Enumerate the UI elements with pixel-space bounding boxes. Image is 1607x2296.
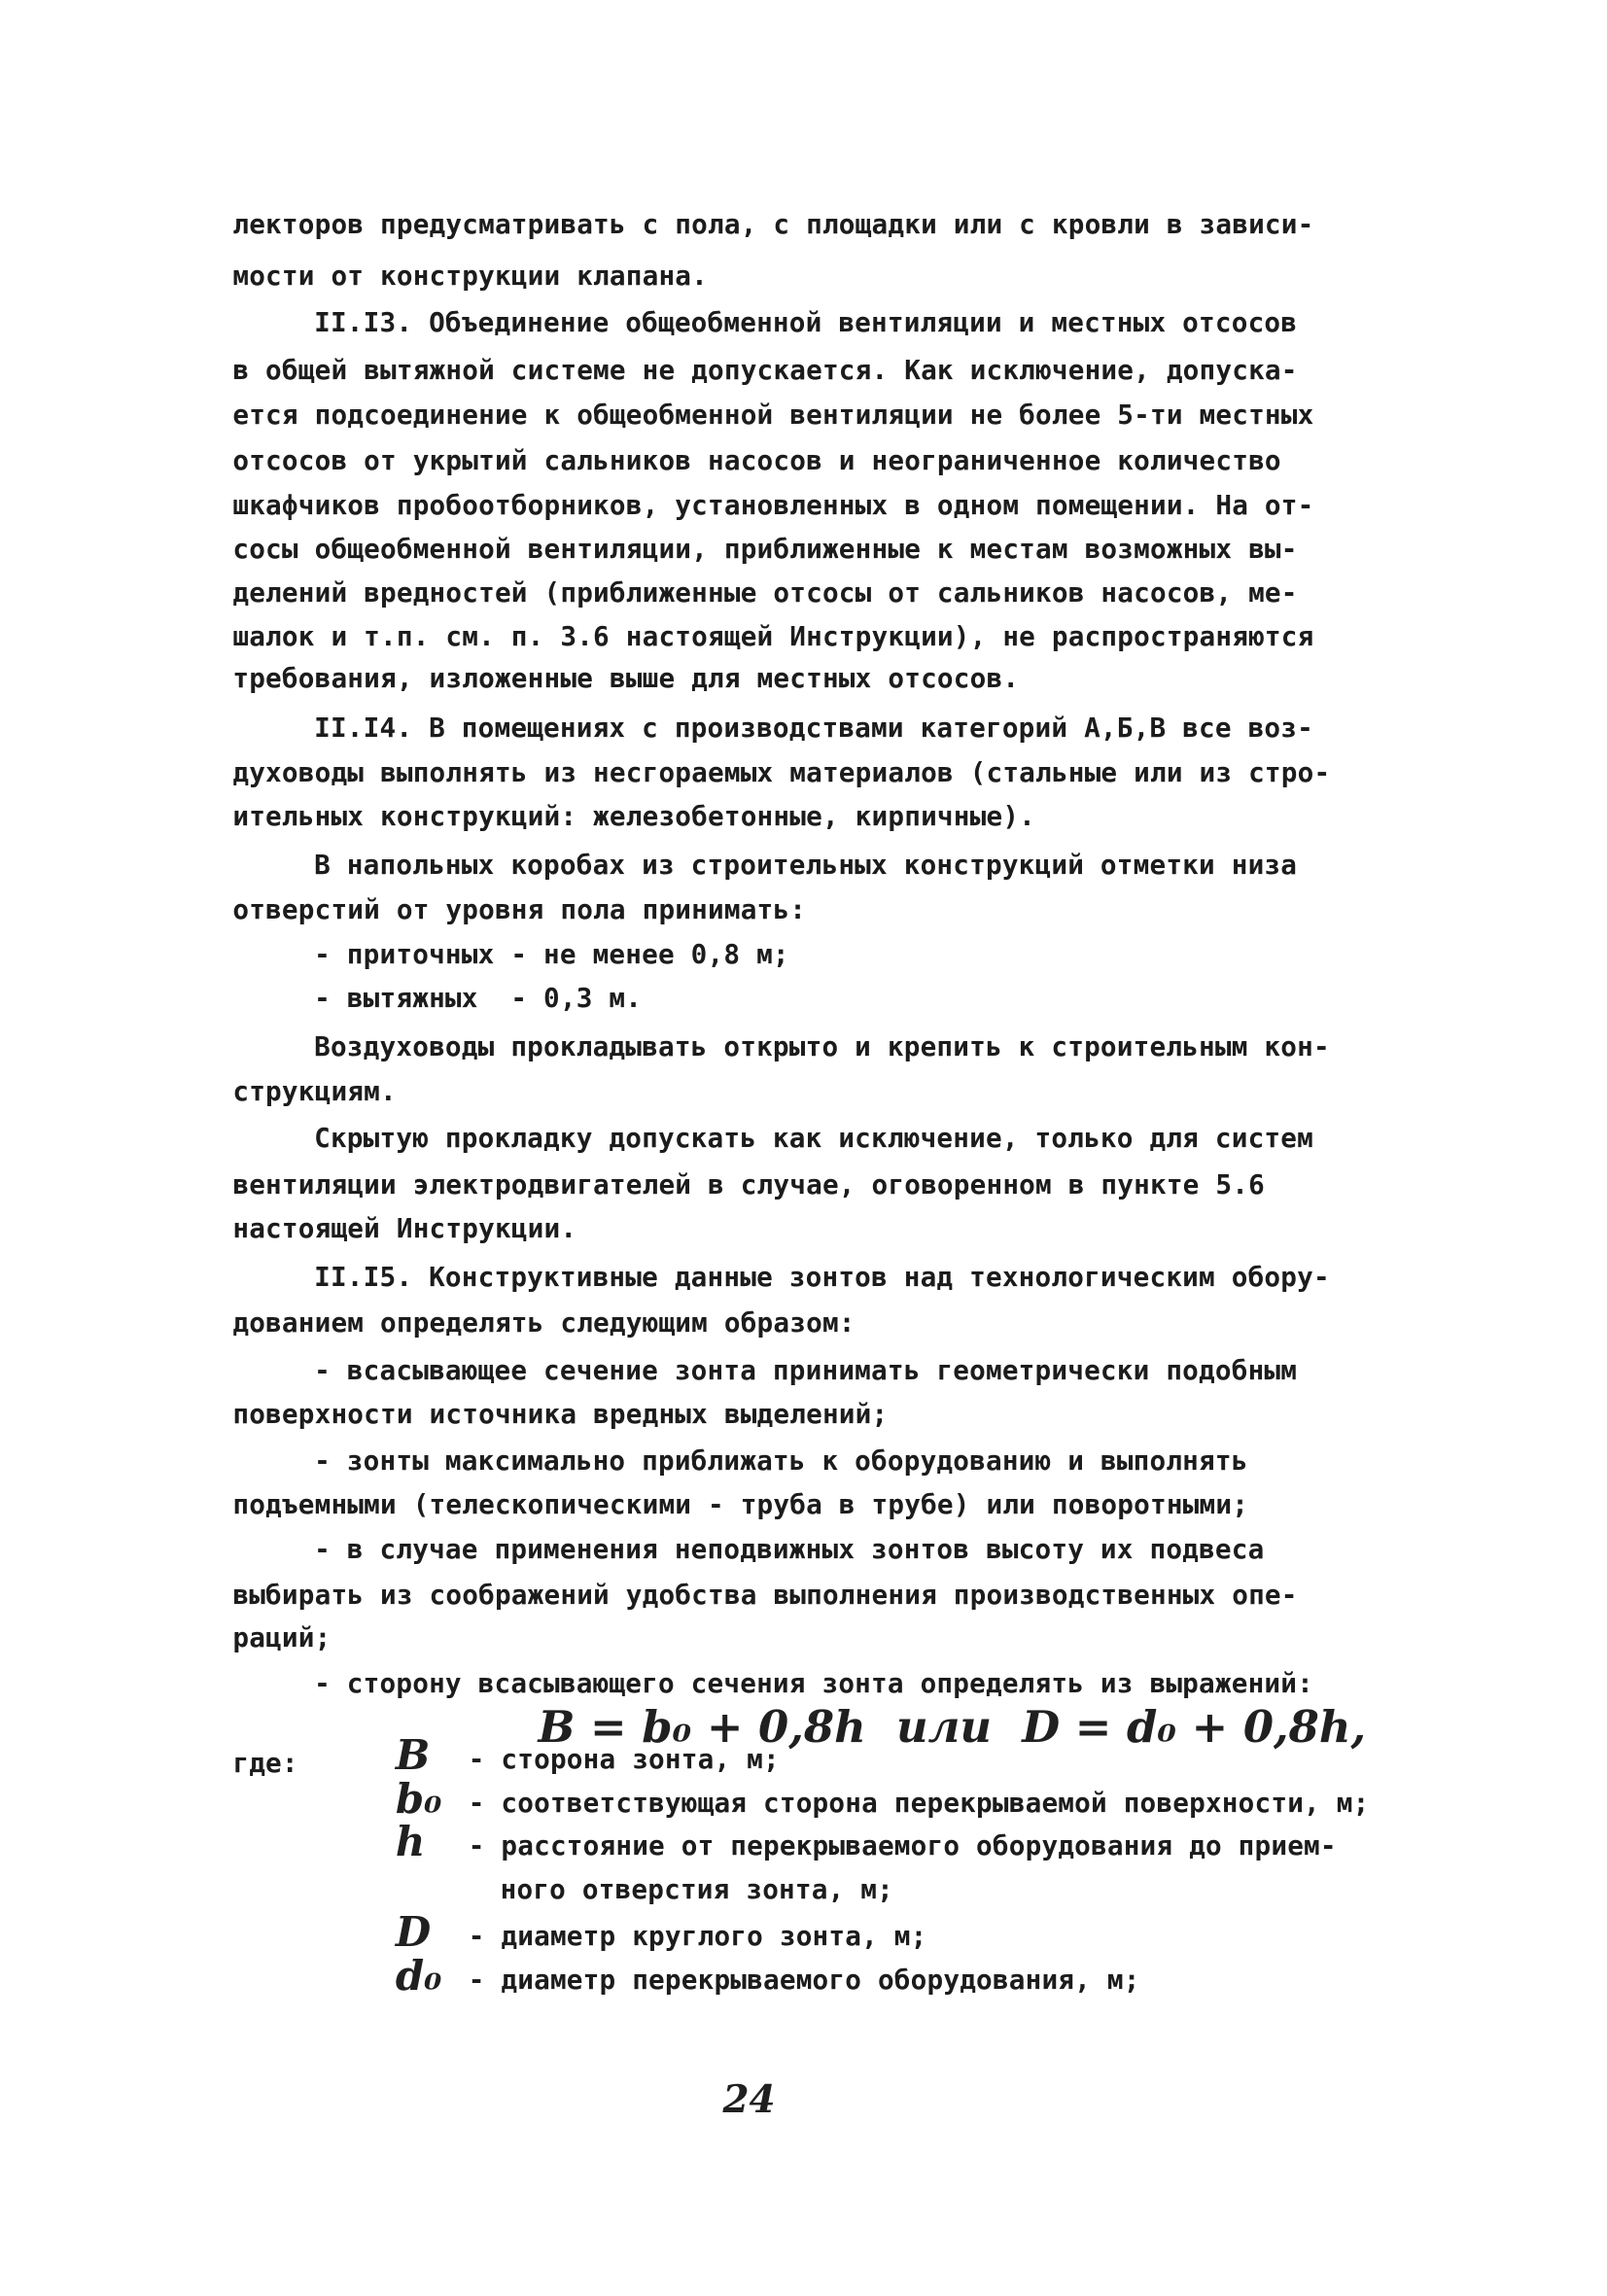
definition-text: - сторона зонта, м;	[468, 1742, 780, 1775]
text-line: Воздуховоды прокладывать открыто и крепить к строительным кон-	[314, 1029, 1330, 1062]
text-line: шкафчиков пробоотборников, установленных в одном помещении. На от-	[232, 489, 1314, 522]
definition-text: - диаметр круглого зонта, м;	[468, 1920, 927, 1953]
text-line: - сторону всасывающего сечения зонта определять из выражений:	[314, 1666, 1313, 1699]
where-label: где:	[232, 1747, 298, 1780]
text-line: вентиляции электродвигателей в случае, оговоренном в пункте 5.6	[232, 1167, 1265, 1200]
text-line: струкциям.	[232, 1075, 397, 1107]
text-line: отверстий от уровня пола принимать:	[232, 893, 807, 925]
definition-symbol: b₀	[395, 1774, 442, 1823]
text-line: II.I4. В помещениях с производствами категорий А,Б,В все воз-	[314, 712, 1313, 745]
text-line: мости от конструкции клапана.	[232, 259, 709, 292]
definition-text: - соответствующая сторона перекрываемой поверхности, м;	[468, 1786, 1370, 1819]
text-line: настоящей Инструкции.	[232, 1211, 577, 1244]
definition-text: - диаметр перекрываемого оборудования, м;	[468, 1964, 1140, 1996]
text-line: лекторов предусматривать с пола, с площадки или с кровли в зависи-	[232, 208, 1314, 241]
text-line: отсосов от укрытий сальников насосов и неограниченное количество	[232, 443, 1281, 476]
text-line: II.I3. Объединение общеобменной вентиляции и местных отсосов	[314, 305, 1298, 338]
text-line: шалок и т.п. см. п. 3.6 настоящей Инструкции), не распространяются	[232, 619, 1314, 652]
text-line: сосы общеобменной вентиляции, приближенные к местам возможных вы-	[232, 533, 1298, 566]
text-line: В напольных коробах из строительных конструкций отметки низа	[314, 848, 1298, 881]
text-line: - зонты максимально приближать к оборудованию и выполнять	[314, 1444, 1248, 1477]
text-line: - вытяжных - 0,3 м.	[314, 982, 643, 1015]
text-line: - всасывающее сечение зонта принимать геометрически подобным	[314, 1354, 1298, 1387]
text-line: требования, изложенные выше для местных отсосов.	[232, 662, 1020, 695]
definition-symbol: D	[395, 1908, 432, 1957]
text-line: Скрытую прокладку допускать как исключение, только для систем	[314, 1121, 1313, 1154]
definition-symbol: d₀	[395, 1952, 442, 2000]
definition-symbol: B	[395, 1730, 431, 1779]
text-line: - приточных - не менее 0,8 м;	[314, 938, 789, 971]
text-line: дованием определять следующим образом:	[232, 1305, 856, 1339]
text-line: ительных конструкций: железобетонные, кирпичные).	[232, 800, 1036, 833]
definition-text: ного отверстия зонта, м;	[500, 1873, 894, 1906]
text-line: духоводы выполнять из несгораемых материалов (стальные или из стро-	[232, 756, 1331, 789]
text-line: II.I5. Конструктивные данные зонтов над технологическим обору-	[314, 1261, 1330, 1294]
definition-text: - расстояние от перекрываемого оборудования до прием-	[468, 1829, 1337, 1862]
text-line: поверхности источника вредных выделений;	[232, 1398, 889, 1431]
text-line: раций;	[232, 1621, 332, 1654]
text-line: в общей вытяжной системе не допускается. Как исключение, допуска-	[232, 354, 1298, 387]
formula: B = b₀ + 0,8h или D = d₀ + 0,8h,	[538, 1701, 1367, 1754]
definition-symbol: h	[395, 1818, 426, 1866]
text-line: делений вредностей (приближенные отсосы от сальников насосов, ме-	[232, 575, 1298, 609]
text-line: подъемными (телескопическими - труба в трубе) или поворотными;	[232, 1487, 1249, 1520]
page-number: 24	[722, 2077, 776, 2123]
text-line: ется подсоединение к общеобменной вентиляции не более 5-ти местных	[232, 399, 1314, 432]
text-line: - в случае применения неподвижных зонтов высоту их подвеса	[314, 1533, 1265, 1566]
text-line: выбирать из соображений удобства выполнения производственных опе-	[232, 1578, 1298, 1611]
